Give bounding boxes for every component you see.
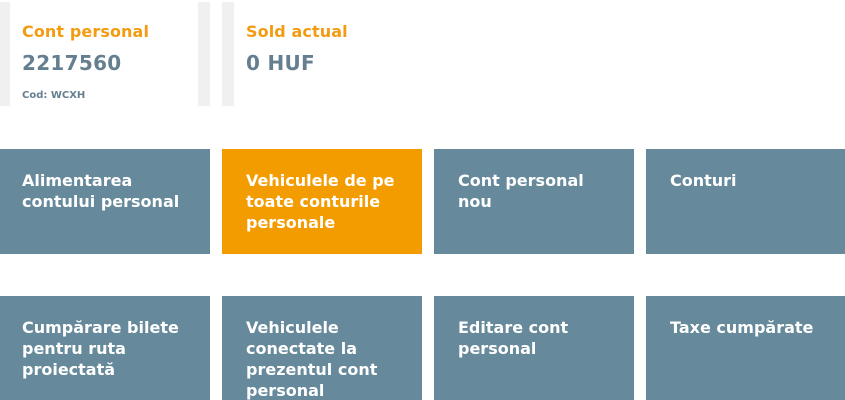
tile-label: Conturi <box>670 171 737 190</box>
tile-buy-route-tickets[interactable] <box>0 296 210 400</box>
tile-vehicles-all-accounts[interactable] <box>222 149 422 254</box>
tile-label: Editare cont personal <box>458 318 569 358</box>
balance-amount: 0 HUF <box>246 51 316 75</box>
tile-top-up-account[interactable] <box>0 149 210 254</box>
tile-accounts[interactable] <box>646 149 845 254</box>
tile-label: Taxe cumpărate <box>670 318 814 337</box>
tile-label: Alimentarea contului personal <box>22 171 180 211</box>
tile-label: Cumpărare bilete pentru ruta proiectată <box>22 318 179 379</box>
account-label: Cont personal <box>22 22 150 41</box>
tile-label: Cont personal nou <box>458 171 584 211</box>
account-info-card <box>0 2 210 106</box>
tile-edit-account[interactable] <box>434 296 634 400</box>
tile-new-account[interactable] <box>434 149 634 254</box>
tile-purchased-fees[interactable] <box>646 296 845 400</box>
account-code: Cod: WCXH <box>22 90 86 101</box>
tile-label: Vehiculele conectate la prezentul cont personal <box>246 318 378 400</box>
balance-info-card <box>222 2 432 106</box>
tile-label: Vehiculele de pe toate conturile personale <box>246 171 395 232</box>
balance-label: Sold actual <box>246 22 348 41</box>
tile-linked-vehicles[interactable] <box>222 296 422 400</box>
account-number: 2217560 <box>22 51 122 75</box>
